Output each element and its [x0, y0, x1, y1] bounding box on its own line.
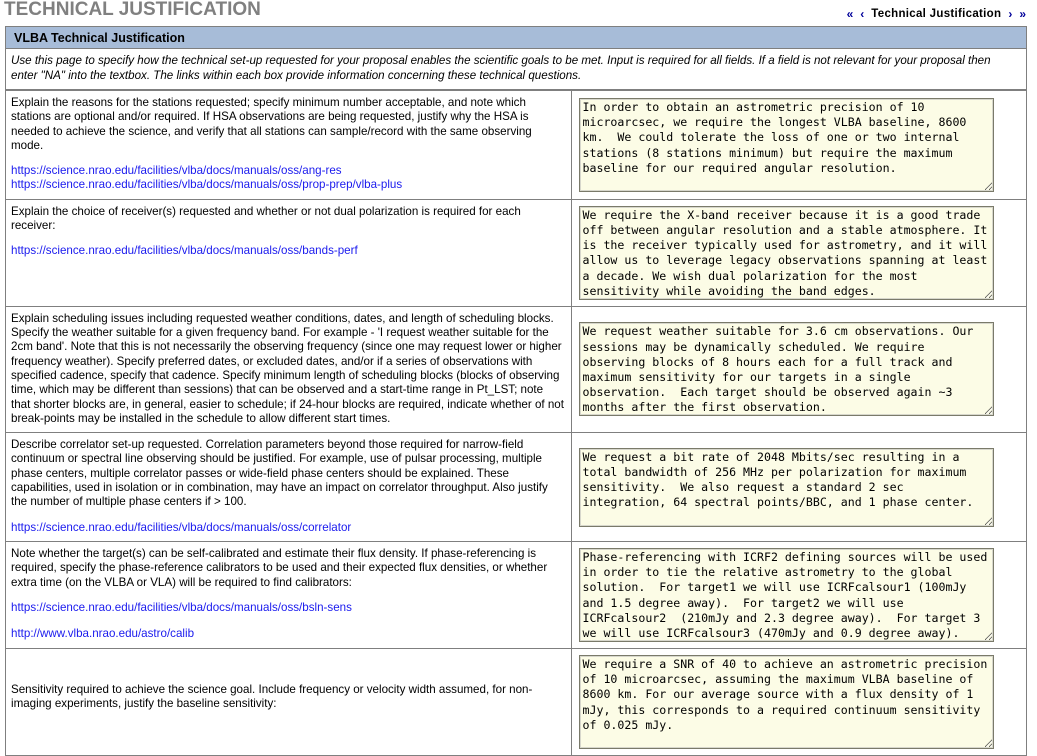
- technical-justification-panel: [5, 26, 1027, 756]
- table-row: [6, 306, 1027, 432]
- answer-cell-calibration: [571, 541, 1027, 648]
- answer-cell-scheduling: [571, 306, 1027, 432]
- question-text: Explain scheduling issues including requested weather conditions, dates, and length of scheduling blocks. Specify the weather suitable for a given frequency band. For example - 'I request weather suitable for the 2cm band'. Note that this is not necessarily the observing frequency (since one may request lower or higher frequency weather). Specify preferred dates, or excluded dates, and/or if a series of observations with specified cadence, specify that cadence. Specify minimum length of scheduling blocks (blocks of observing time, which may be different than sessions) that can be observed and a start-time range in Pt_LST; note that shorter blocks are, in general, easier to schedule; if 24-hour blocks are required, indicate whether of not break-points may be installed in the schedule to allow different start times.: [11, 311, 564, 425]
- doc-link[interactable]: https://science.nrao.edu/facilities/vlba/docs/manuals/oss/bsln-sens: [11, 600, 352, 614]
- question-links: [11, 601, 565, 642]
- question-cell-sensitivity: [6, 648, 571, 755]
- table-row: [6, 199, 1027, 306]
- question-text: Explain the reasons for the stations requested; specify minimum number acceptable, and note which stations are optional and/or required. If HSA observations are being requested, justify why the HSA is needed to achieve the science, and verify that all stations can sample/record with the same observing mode.: [11, 96, 532, 152]
- question-links: [11, 164, 565, 193]
- nav-prev-icon[interactable]: ‹: [860, 7, 865, 21]
- question-text: Note whether the target(s) can be self-calibrated and estimate their flux density. If phase-referencing is required, specify the phase-reference calibrators to be used and their expected flux densities, or whether extra time (on the VLBA or VLA) will be required to find calibrators:: [11, 546, 548, 589]
- panel-instructions: Use this page to specify how the technical set-up requested for your proposal enables the scientific goals to be met. Input is required for all fields. If a field is not relevant for your proposal then enter "NA" into the textbox. The links within each box provide information concerning these technical questions.: [6, 49, 1026, 90]
- doc-link[interactable]: https://science.nrao.edu/facilities/vlba/docs/manuals/oss/correlator: [11, 520, 352, 534]
- doc-link[interactable]: https://science.nrao.edu/facilities/vlba/docs/manuals/oss/bands-perf: [11, 244, 358, 258]
- nav-current-page-label: Technical Justification: [871, 8, 1002, 20]
- answer-cell-correlator: [571, 433, 1027, 542]
- answer-textarea-correlator[interactable]: [579, 448, 994, 527]
- table-row: [6, 433, 1027, 542]
- nav-first-icon[interactable]: «: [846, 7, 854, 21]
- nav-last-icon[interactable]: »: [1019, 7, 1026, 21]
- table-row: [6, 541, 1027, 648]
- question-cell-correlator: [6, 433, 571, 542]
- answer-cell-sensitivity: [571, 648, 1027, 755]
- question-links: [11, 244, 565, 258]
- page-title: TECHNICAL JUSTIFICATION: [4, 0, 261, 20]
- question-links: [11, 521, 565, 535]
- question-text: Sensitivity required to achieve the science goal. Include frequency or velocity width assumed, for non-imaging experiments, justify the baseline sensitivity:: [11, 682, 533, 711]
- page-topbar: [0, 0, 1037, 26]
- answer-textarea-sensitivity[interactable]: [579, 655, 994, 749]
- table-row: [6, 91, 1027, 200]
- question-text: Describe correlator set-up requested. Correlation parameters beyond those required for narrow-field continuum or spectral line observing should be justified. For example, use of pulsar processing, multiple phase centers, multiple correlator passes or wide-field phase centers should be explained. These capabilities, used in isolation or in combination, may have an impact on correlator throughput. Also justify the number of multiple phase centers if > 100.: [11, 438, 548, 509]
- answer-textarea-stations[interactable]: [579, 98, 994, 192]
- question-cell-calibration: [6, 541, 571, 648]
- answer-textarea-receivers[interactable]: [579, 206, 994, 300]
- question-cell-scheduling: [6, 306, 571, 432]
- question-text: Explain the choice of receiver(s) requested and whether or not dual polarization is required for each receiver:: [11, 204, 521, 233]
- doc-link[interactable]: https://science.nrao.edu/facilities/vlba/docs/manuals/oss/prop-prep/vlba-plus: [11, 178, 403, 192]
- question-cell-stations: [6, 91, 571, 200]
- nav-next-icon[interactable]: ›: [1008, 7, 1013, 21]
- answer-textarea-scheduling[interactable]: [579, 322, 994, 416]
- question-cell-receivers: [6, 199, 571, 306]
- doc-link[interactable]: https://science.nrao.edu/facilities/vlba/docs/manuals/oss/ang-res: [11, 164, 342, 178]
- table-row: [6, 648, 1027, 755]
- pager-nav: [847, 8, 1026, 20]
- answer-textarea-calibration[interactable]: [579, 548, 994, 642]
- doc-link[interactable]: http://www.vlba.nrao.edu/astro/calib: [11, 627, 195, 641]
- panel-title: VLBA Technical Justification: [6, 27, 1026, 49]
- answer-cell-receivers: [571, 199, 1027, 306]
- justification-table: [6, 90, 1027, 755]
- answer-cell-stations: [571, 91, 1027, 200]
